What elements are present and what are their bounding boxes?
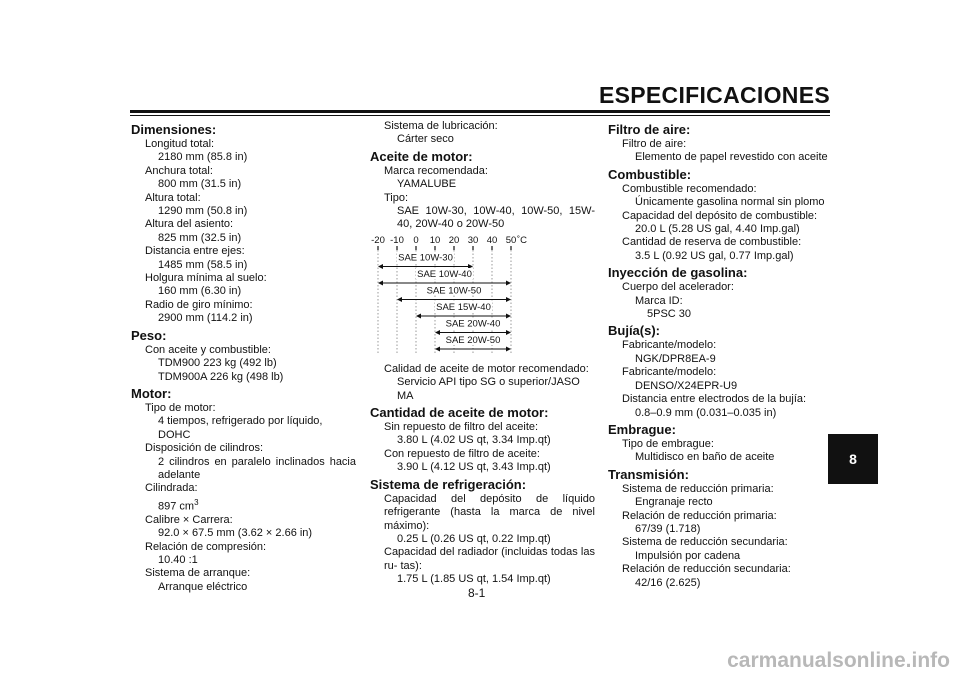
spec-value: Arranque eléctrico <box>158 580 248 593</box>
section-combustible-title: Combustible: <box>608 166 692 182</box>
section-aceite-title: Aceite de motor: <box>370 148 473 164</box>
spec-value: 2900 mm (114.2 in) <box>158 312 253 325</box>
spec-label: Cilindrada: <box>145 482 198 495</box>
header-rule-thin <box>130 115 830 116</box>
section-bujia-title: Bujía(s): <box>608 323 660 339</box>
grade-label: SAE 20W-40 <box>445 318 501 330</box>
spec-label: Radio de giro mínimo: <box>145 298 253 311</box>
spec-value: 3.5 L (0.92 US gal, 0.77 Imp.gal) <box>635 249 794 262</box>
spec-label: Calidad de aceite de motor recomendado: <box>384 362 589 375</box>
header-rule <box>130 110 830 113</box>
spec-label: Calibre × Carrera: <box>145 513 233 526</box>
spec-label: Sistema de arranque: <box>145 567 251 580</box>
spec-label: Capacidad del depósito de líquido refrigerante (hasta la marca de nivel máximo): <box>384 492 595 532</box>
spec-label: Relación de compresión: <box>145 540 267 553</box>
grade-arrow-right <box>506 297 511 302</box>
spec-value: Multidisco en baño de aceite <box>635 451 775 464</box>
watermark: carmanualsonline.info <box>727 649 950 672</box>
spec-value: 3.90 L (4.12 US qt, 3.43 Imp.qt) <box>397 461 551 474</box>
section-peso-title: Peso: <box>131 327 167 343</box>
column-3 <box>608 120 833 590</box>
temp-unit-label: ˚C <box>517 234 528 246</box>
spec-label: Fabricante/modelo: <box>622 366 717 379</box>
spec-label: Relación de reducción secundaria: <box>622 563 791 576</box>
spec-value: 2 cilindros en paralelo inclinados hacia adelante <box>158 455 356 481</box>
grade-arrow-left <box>435 346 440 351</box>
spec-label: Con repuesto de filtro de aceite: <box>384 447 540 460</box>
spec-label: Altura total: <box>145 191 201 204</box>
temp-tick-label: 50 <box>505 234 517 246</box>
spec-label: Tipo de motor: <box>145 401 216 414</box>
spec-value: 2180 mm (85.8 in) <box>158 151 248 164</box>
chapter-tab: 8 <box>828 434 878 484</box>
temp-tick-label: 40 <box>486 234 498 246</box>
spec-value: 92.0 × 67.5 mm (3.62 × 2.66 in) <box>158 527 313 540</box>
temp-tick-label: 20 <box>448 234 460 246</box>
grade-label: SAE 10W-40 <box>417 268 472 280</box>
column-1 <box>131 120 356 594</box>
spec-label: Tipo de embrague: <box>622 437 714 450</box>
temp-tick-label: 0 <box>413 234 419 246</box>
spec-value: 0.25 L (0.26 US qt, 0.22 Imp.qt) <box>397 532 551 545</box>
grade-label: SAE 10W-30 <box>398 252 453 264</box>
grade-arrow-right <box>506 313 511 318</box>
spec-label: Con aceite y combustible: <box>145 343 271 356</box>
spec-value: 42/16 (2.625) <box>635 576 701 589</box>
spec-label: Altura del asiento: <box>145 218 234 231</box>
spec-label: Cantidad de reserva de combustible: <box>622 236 802 249</box>
section-embrague-title: Embrague: <box>608 421 676 437</box>
spec-value: Engranaje recto <box>635 496 713 509</box>
spec-value: TDM900 223 kg (492 lb) <box>158 357 277 370</box>
spec-value: YAMALUBE <box>397 178 457 191</box>
spec-label: Sin repuesto de filtro del aceite: <box>384 421 539 434</box>
spec-label: Sistema de reducción primaria: <box>622 482 774 495</box>
section-filtro-title: Filtro de aire: <box>608 122 691 137</box>
section-inyeccion-title: Inyección de gasolina: <box>608 265 748 281</box>
grade-label: SAE 20W-50 <box>445 334 501 346</box>
column-2 <box>370 120 595 587</box>
spec-value: 67/39 (1.718) <box>635 522 701 535</box>
grade-arrow-right <box>506 280 511 285</box>
spec-value: Servicio API tipo SG o superior/JASO MA <box>397 376 580 402</box>
spec-label: Filtro de aire: <box>622 138 687 150</box>
page-title: ESPECIFICACIONES <box>598 82 830 108</box>
spec-label: Sistema de lubricación: <box>384 120 498 132</box>
spec-value: 10.40 :1 <box>158 554 198 567</box>
spec-label: Marca ID: <box>635 294 683 307</box>
spec-value: 160 mm (6.30 in) <box>158 285 242 298</box>
spec-label: Distancia entre ejes: <box>145 245 245 258</box>
spec-value: 825 mm (32.5 in) <box>158 231 242 244</box>
spec-label: Combustible recomendado: <box>622 182 757 195</box>
grade-label: SAE 10W-50 <box>426 285 482 297</box>
spec-value: 4 tiempos, refrigerado por líquido, DOHC <box>158 415 323 441</box>
spec-label: Tipo: <box>384 191 409 204</box>
spec-value: 3.80 L (4.02 US qt, 3.34 Imp.qt) <box>397 434 551 447</box>
spec-value: 1485 mm (58.5 in) <box>158 258 248 271</box>
spec-label: Fabricante/modelo: <box>622 339 717 352</box>
temp-tick-label: 30 <box>467 234 479 246</box>
spec-value: Cárter seco <box>397 133 454 146</box>
spec-value: Únicamente gasolina normal sin plomo <box>635 196 825 209</box>
spec-label: Disposición de cilindros: <box>145 442 263 455</box>
temp-tick-label: -10 <box>390 234 404 246</box>
spec-label: Marca recomendada: <box>384 164 488 177</box>
section-transmision-title: Transmisión: <box>608 466 689 482</box>
section-refrigeracion-title: Sistema de refrigeración: <box>370 476 527 492</box>
spec-label: Cuerpo del acelerador: <box>622 281 734 294</box>
grade-label: SAE 15W-40 <box>436 301 491 313</box>
spec-value: 0.8–0.9 mm (0.031–0.035 in) <box>635 406 777 419</box>
grade-arrow-left <box>378 264 383 269</box>
spec-value: 1.75 L (1.85 US qt, 1.54 Imp.qt) <box>397 573 551 586</box>
spec-value: 800 mm (31.5 in) <box>158 178 242 191</box>
section-cantidad-aceite-title: Cantidad de aceite de motor: <box>370 405 549 421</box>
spec-label: Holgura mínima al suelo: <box>145 272 267 285</box>
temp-tick-label: 10 <box>429 234 441 246</box>
spec-label: Distancia entre electrodos de la bujía: <box>622 393 807 406</box>
spec-value: Impulsión por cadena <box>635 549 741 562</box>
spec-value: TDM900A 226 kg (498 lb) <box>158 370 284 383</box>
spec-label: Sistema de reducción secundaria: <box>622 536 788 549</box>
grade-arrow-right <box>506 330 511 335</box>
spec-value: 20.0 L (5.28 US gal, 4.40 Imp.gal) <box>635 223 800 236</box>
grade-arrow-left <box>435 330 440 335</box>
grade-arrow-left <box>397 297 402 302</box>
spec-value <box>131 496 356 514</box>
spec-label: Capacidad del depósito de combustible: <box>622 209 818 222</box>
superscript: 3 <box>194 497 199 507</box>
spec-value: Elemento de papel revestido con aceite <box>635 151 828 164</box>
grade-arrow-left <box>416 313 421 318</box>
section-motor-title: Motor: <box>131 385 172 401</box>
spec-value: DENSO/X24EPR-U9 <box>635 379 738 392</box>
spec-value: 1290 mm (50.8 in) <box>158 205 248 218</box>
grade-arrow-left <box>378 280 383 285</box>
spec-value: SAE 10W-30, 10W-40, 10W-50, 15W-40, 20W-40 o 20W-50 <box>397 205 595 231</box>
section-dimensiones-title: Dimensiones: <box>131 122 217 137</box>
page-number: 8-1 <box>468 586 486 600</box>
cilindrada-value: 897 cm <box>158 500 195 513</box>
spec-value: 5PSC 30 <box>647 308 692 321</box>
spec-value: NGK/DPR8EA-9 <box>635 352 716 365</box>
spec-label: Capacidad del radiador (incluidas todas las ru- tas): <box>384 546 595 572</box>
oil-viscosity-chart <box>370 234 595 359</box>
temp-tick-label: -20 <box>371 234 385 246</box>
spec-label: Anchura total: <box>145 164 213 177</box>
spec-label: Longitud total: <box>145 138 215 150</box>
spec-label: Relación de reducción primaria: <box>622 509 777 522</box>
grade-arrow-right <box>506 346 511 351</box>
